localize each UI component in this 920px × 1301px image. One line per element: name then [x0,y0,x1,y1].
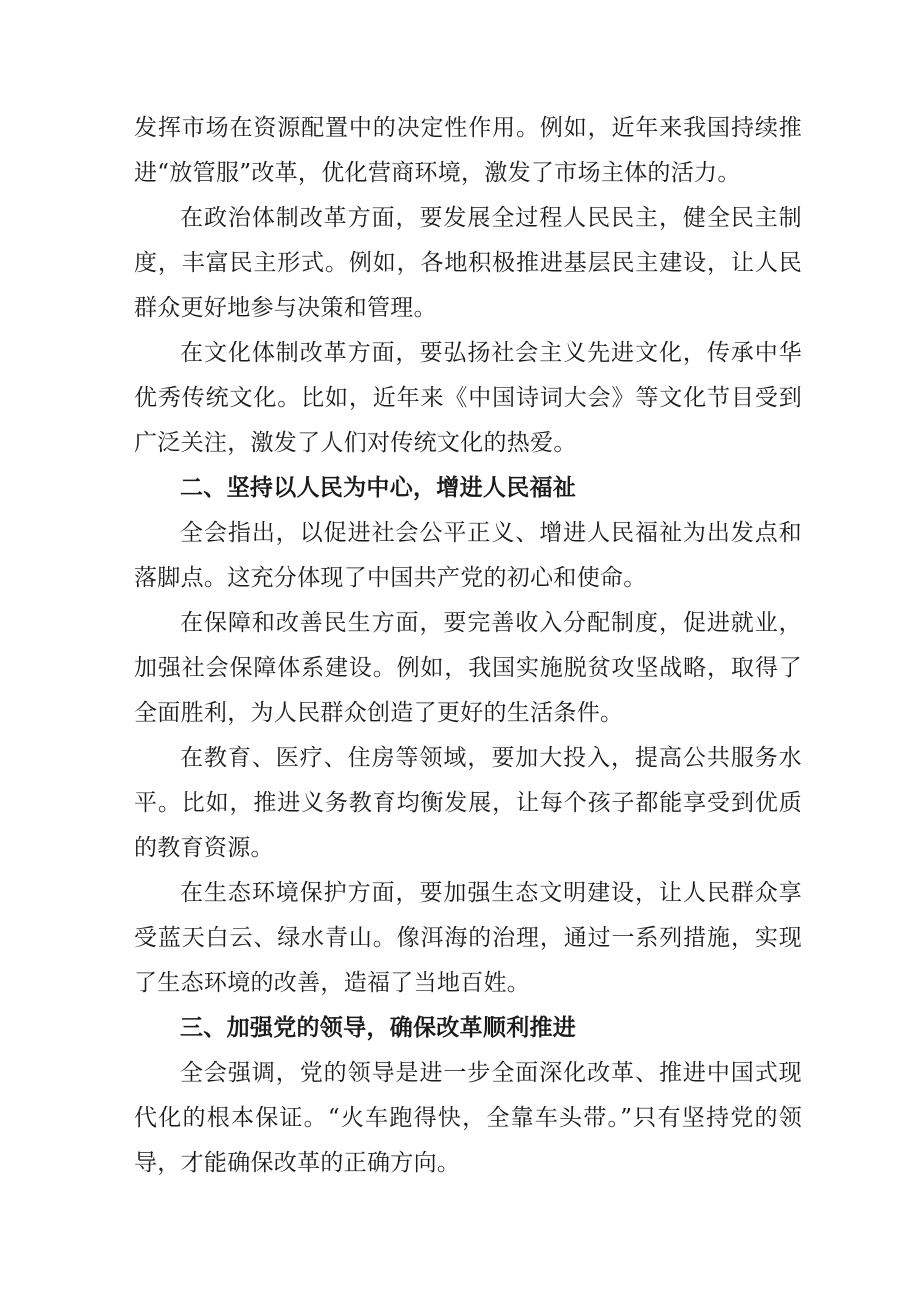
section-heading-people-centered: 二、坚持以人民为中心，增进人民福祉 [180,475,577,501]
paragraph-social-fairness: 全会指出，以促进社会公平正义、增进人民福祉为出发点和落脚点。这充分体现了中国共产党的初心和使命。 [134,520,802,591]
paragraph-livelihood: 在保障和改善民生方面，要完善收入分配制度，促进就业，加强社会保障体系建设。例如，我国实施脱贫攻坚战略，取得了全面胜利，为人民群众创造了更好的生活条件。 [134,610,802,726]
document-body [134,106,802,1186]
section-heading-party-leadership: 三、加强党的领导，确保改革顺利推进 [180,1015,577,1041]
paragraph-political-reform: 在政治体制改革方面，要发展全过程人民民主，健全民主制度，丰富民主形式。例如，各地积极推进基层民主建设，让人民群众更好地参与决策和管理。 [134,205,802,321]
paragraph-public-services: 在教育、医疗、住房等领域，要加大投入，提高公共服务水平。比如，推进义务教育均衡发展，让每个孩子都能享受到优质的教育资源。 [134,745,802,861]
paragraph-cultural-reform: 在文化体制改革方面，要弘扬社会主义先进文化，传承中华优秀传统文化。比如，近年来《中国诗词大会》等文化节目受到广泛关注，激发了人们对传统文化的热爱。 [134,340,802,456]
paragraph-market-role: 发挥市场在资源配置中的决定性作用。例如，近年来我国持续推进“放管服”改革，优化营商环境，激发了市场主体的活力。 [134,115,802,186]
paragraph-party-guarantee: 全会强调，党的领导是进一步全面深化改革、推进中国式现代化的根本保证。“火车跑得快，全靠车头带。”只有坚持党的领导，才能确保改革的正确方向。 [134,1060,802,1176]
paragraph-ecology: 在生态环境保护方面，要加强生态文明建设，让人民群众享受蓝天白云、绿水青山。像洱海的治理，通过一系列措施，实现了生态环境的改善，造福了当地百姓。 [134,880,802,996]
